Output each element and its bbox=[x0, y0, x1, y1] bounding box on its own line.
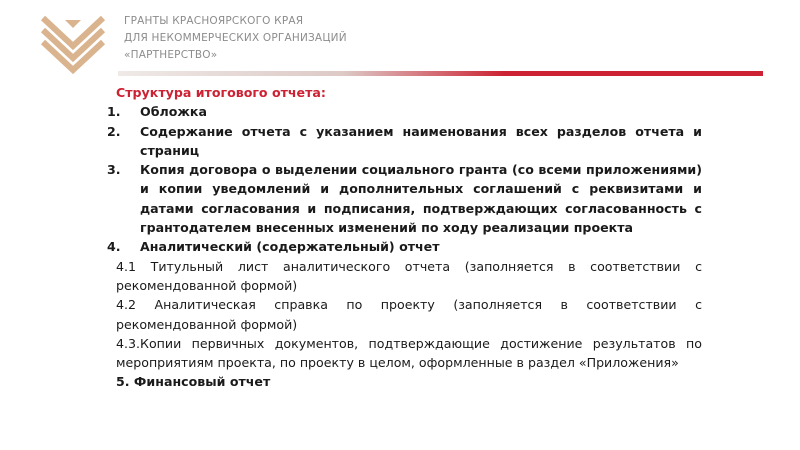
report-structure bbox=[107, 83, 702, 392]
partnership-logo-icon bbox=[37, 12, 109, 80]
list-item bbox=[107, 237, 702, 256]
subitem-4-1: 4.1 Титульный лист аналитического отчета (заполняется в соответствии с рекомендованной формой) bbox=[116, 258, 702, 293]
final-item: 5. Финансовый отчет bbox=[116, 374, 271, 390]
document-title: Структура итогового отчета: bbox=[116, 85, 326, 100]
subitem-4-2: 4.2 Аналитическая справка по проекту (заполняется в соответствии с рекомендованной формой) bbox=[116, 297, 702, 332]
list-item-text: Аналитический (содержательный) отчет bbox=[140, 239, 440, 255]
list-item-text: Содержание отчета с указанием наименования всех разделов отчета и страниц bbox=[140, 123, 702, 158]
org-line-2: ДЛЯ НЕКОММЕРЧЕСКИХ ОРГАНИЗАЦИЙ bbox=[124, 32, 347, 44]
org-line-1: ГРАНТЫ КРАСНОЯРСКОГО КРАЯ bbox=[124, 15, 304, 27]
slide-header bbox=[0, 0, 800, 84]
list-item-number: 3. bbox=[107, 162, 121, 178]
list-item bbox=[107, 160, 702, 237]
list-item-text: Копия договора о выделении социального гранта (со всеми приложениями) и копии уведомлений и дополнительных соглашений с реквизитами и датами согласования и подписания, подтверждающих согласованность с грантодателем внесенных изменений по ходу реализации проекта bbox=[140, 162, 702, 236]
list-item-number: 2. bbox=[107, 123, 121, 139]
list-item-text: Обложка bbox=[140, 104, 207, 120]
list-item-number: 4. bbox=[107, 239, 121, 255]
main-list bbox=[107, 102, 702, 256]
header-divider bbox=[118, 71, 763, 76]
organization-name bbox=[124, 13, 347, 64]
org-line-3: «ПАРТНЕРСТВО» bbox=[124, 49, 218, 61]
list-item bbox=[107, 102, 702, 121]
list-item bbox=[107, 122, 702, 161]
list-item-number: 1. bbox=[107, 104, 121, 120]
subitem-4-3: 4.3.Копии первичных документов, подтверждающие достижение результатов по мероприятиям проекта, по проекту в целом, оформленные в раздел «Приложения» bbox=[116, 335, 702, 371]
